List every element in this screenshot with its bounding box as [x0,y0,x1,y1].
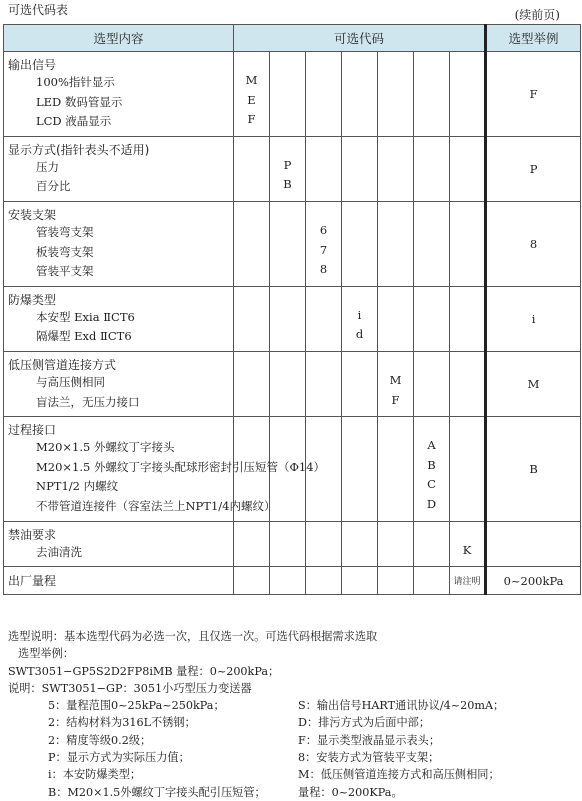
note-left: 5：量程范围0~25kPa~250kPa； [48,699,225,713]
code-cell [342,567,378,595]
code-cell [378,201,414,286]
range-example: 0~200kPa [486,567,581,595]
code-cell [450,201,486,286]
code-cell [270,52,306,137]
section-item: 本安型 Exia ⅡCT6 [36,309,135,324]
section-content-cell [4,521,234,567]
note-line-2: 选型举例： [18,647,74,661]
code-cell [414,201,450,286]
option-code: D [426,496,437,511]
note-pair [8,766,578,783]
code-cell [234,201,270,286]
section-item: 管装弯支架 [36,224,94,239]
code-cell [414,351,450,416]
note-pair [8,714,578,731]
code-cell [414,567,450,595]
selection-notes [8,628,578,801]
section-title: 输出信号 [8,58,57,72]
section-content-cell [4,417,326,521]
table-row [4,521,581,567]
section-title: 显示方式(指针表头不适用) [8,142,150,157]
section-title: 低压侧管道连接方式 [8,357,117,372]
section-content-cell [4,286,234,351]
section-item: 不带管道连接件（容室法兰上NPT1/4内螺纹） [36,498,276,513]
section-content-cell [4,136,234,201]
code-cell [234,567,270,595]
note-right: S：输出信号HART通讯协议/4~20mA； [298,699,505,713]
header-example: 选型举例 [486,25,581,52]
option-code: P [283,157,292,172]
code-cell [342,417,378,521]
option-code: i [357,307,362,322]
code-cell [378,567,414,595]
section-content-cell [4,201,234,286]
code-cell [450,417,486,521]
code-cell [414,521,450,567]
option-code: M [245,73,258,87]
section-item: 板装弯支架 [36,244,94,259]
code-cell [306,286,342,351]
code-cell [414,417,450,521]
code-cell [342,521,378,567]
code-cell [270,136,306,201]
option-code: C [427,477,436,492]
option-code: F [247,112,256,127]
code-cell [270,286,306,351]
table-row [4,351,581,416]
option-code: F [391,392,400,407]
note-left: B：M20×1.5外螺纹丁字接头配引压短管； [48,785,266,799]
option-code: B [427,457,436,472]
header-codes: 可选代码 [234,25,486,52]
section-content-cell [4,351,234,416]
option-code: M [389,372,402,387]
example-cell: B [486,417,581,521]
section-item: LCD 液晶显示 [36,114,112,129]
note-pair [8,732,578,749]
code-cell [378,136,414,201]
note-right: D：排污方式为后面中部； [298,716,431,730]
code-cell [306,52,342,137]
section-item: 管装平支架 [36,264,94,279]
section-item: 100%指针显示 [36,75,115,89]
section-item: 与高压侧相同 [36,374,105,389]
option-code: E [247,92,256,107]
table-row [4,52,581,137]
note-left: 2：精度等级0.2级； [48,733,152,747]
section-title: 过程接口 [8,423,57,438]
section-item: 去油清洗 [36,544,82,559]
section-item: NPT1/2 内螺纹 [36,479,119,494]
code-cell [414,52,450,137]
table-row [4,286,581,351]
section-item: M20×1.5 外螺纹丁字接头配球形密封引压短管（Φ14） [36,459,326,474]
note-line-1: 选型说明：基本选型代码为必选一次，且仅选一次。可选代码根据需求选取 [8,630,378,643]
code-cell [414,136,450,201]
table-row [4,136,581,201]
section-item: M20×1.5 外螺纹丁字接头 [36,440,175,455]
example-cell: 8 [486,201,581,286]
code-cell [342,136,378,201]
code-cell [270,567,306,595]
options-table [3,24,581,595]
code-cell [306,521,342,567]
note-left: 2：结构材料为316L不锈钢； [48,716,196,730]
option-code: K [462,542,472,557]
section-title: 禁油要求 [8,527,57,542]
note-line-4: 说明：SWT3051−GP：3051小巧型压力变送器 [8,681,252,695]
page-title: 可选代码表 [8,3,69,17]
code-cell [342,52,378,137]
code-cell [378,417,414,521]
code-cell [450,351,486,416]
section-title: 安装支架 [8,207,57,222]
range-row [4,567,581,595]
code-cell [234,52,270,137]
note-pair [8,749,578,766]
code-cell [234,286,270,351]
code-cell [270,521,306,567]
code-cell [378,351,414,416]
code-cell [306,201,342,286]
note-right: M：低压侧管道连接方式和高压侧相同； [298,768,500,782]
section-item: LED 数码管显示 [36,94,123,109]
code-cell [234,136,270,201]
code-cell [306,351,342,416]
code-cell [306,136,342,201]
code-cell [342,286,378,351]
code-cell [378,286,414,351]
code-cell [342,351,378,416]
code-cell [270,201,306,286]
example-cell: M [486,351,581,416]
note-pair [8,697,578,714]
option-code: d [355,327,364,342]
code-cell [414,286,450,351]
option-code: 7 [319,242,328,257]
code-cell [450,136,486,201]
table-row [4,417,581,521]
code-cell [450,521,486,567]
range-label: 出厂量程 [4,567,234,595]
table-header-row [4,25,581,52]
note-right: 8：安装方式为管装平支架； [298,751,440,765]
option-code: 8 [319,262,328,277]
section-item: 盲法兰，无压力接口 [36,394,140,409]
example-cell: F [486,52,581,137]
header-content: 选型内容 [4,25,234,52]
code-cell [450,286,486,351]
code-cell [306,567,342,595]
section-item: 百分比 [36,179,71,194]
section-item: 隔爆型 Exd ⅡCT6 [36,329,132,344]
option-code: 6 [319,222,328,237]
example-cell: i [486,286,581,351]
code-cell [450,52,486,137]
code-cell [234,521,270,567]
note-pair [8,784,578,801]
example-cell [486,521,581,567]
continued-label: (续前页) [514,8,560,22]
note-left: P：显示方式为实际压力值； [48,751,190,765]
code-cell [270,351,306,416]
option-code: A [427,438,436,453]
code-cell [378,521,414,567]
code-cell [342,201,378,286]
note-right: F：显示类型液晶显示表头； [298,733,441,747]
section-content-cell [4,52,234,137]
option-code: B [283,177,292,192]
section-item: 压力 [36,159,59,174]
table-row [4,201,581,286]
note-left: i：本安防爆类型； [48,768,142,782]
example-cell: P [486,136,581,201]
code-cell [234,351,270,416]
range-note: 请注明 [450,567,486,595]
section-title: 防爆类型 [8,292,57,307]
note-line-3: SWT3051−GP5S2D2FP8iMB 量程：0~200kPa； [8,664,280,678]
code-cell [378,52,414,137]
note-right: 量程：0~200KPa。 [298,785,403,799]
